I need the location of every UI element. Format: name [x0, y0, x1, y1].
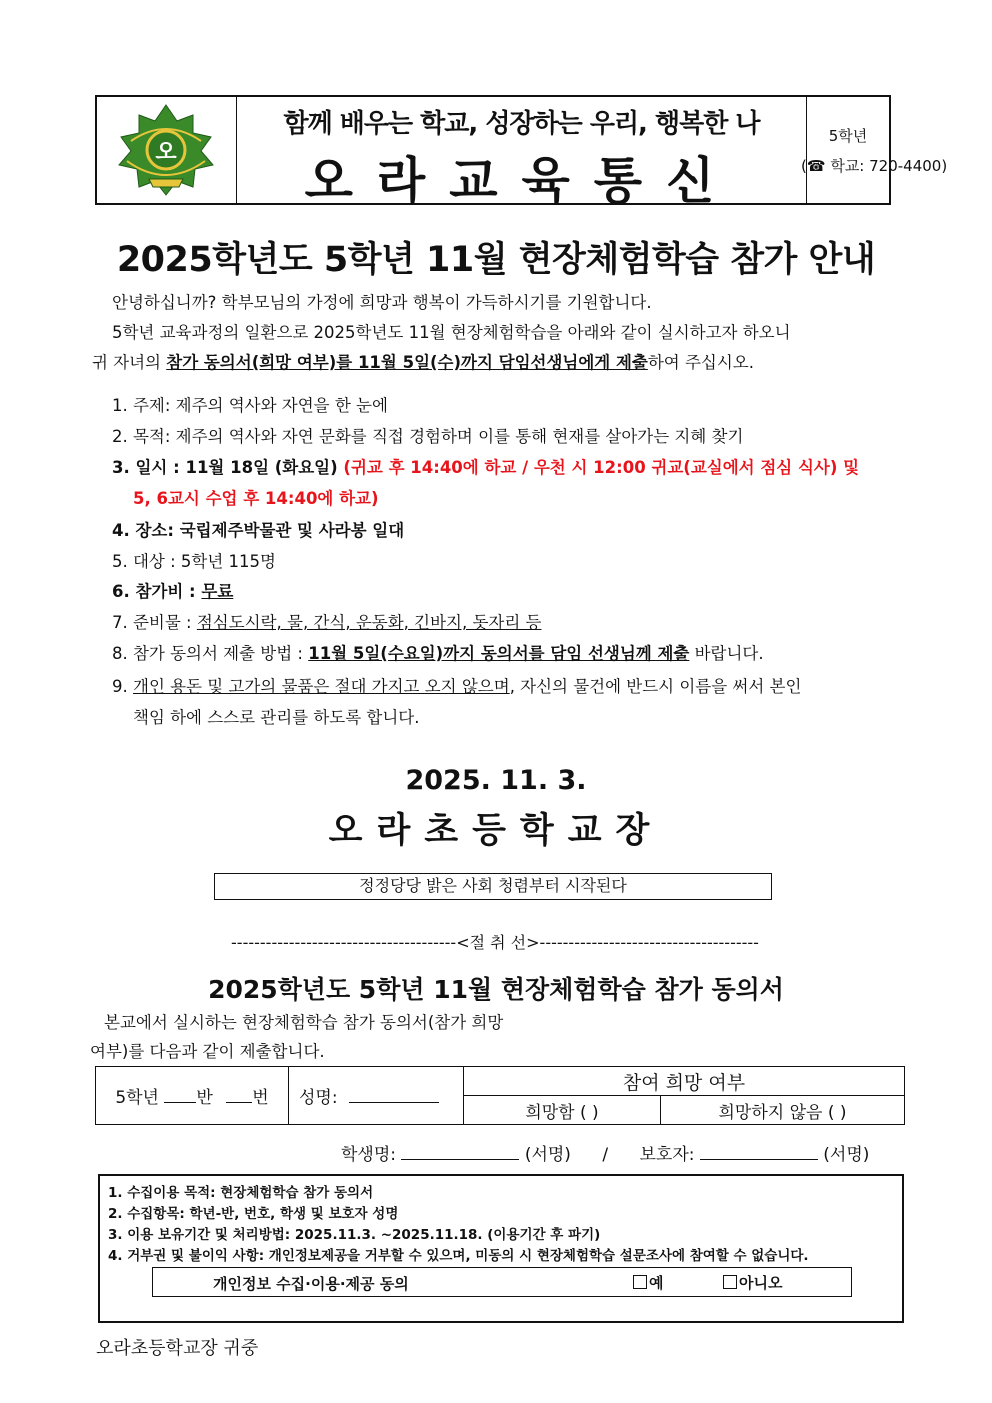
issue-date: 2025. 11. 3.	[405, 765, 587, 796]
privacy-notice	[98, 1174, 904, 1323]
consent-intro-2: 여부)를 다음과 같이 제출합니다.	[90, 1042, 325, 1061]
cut-line: ---------------------------------------<절 취 선>--------------------------------------	[231, 933, 759, 952]
list-item-3: 3. 일시 : 11월 18일 (화요일) (귀교 후 14:40에 하교 / 우천 시 12:00 귀교(교실에서 점심 식사) 및	[112, 458, 860, 477]
checkbox-icon[interactable]	[633, 1275, 647, 1289]
intro-line-2: 5학년 교육과정의 일환으로 2025학년도 11월 현장체험학습을 아래와 같이 실시하고자 하오니	[112, 323, 791, 342]
phone-number: 학교: 720-4400)	[830, 157, 948, 175]
checkbox-icon[interactable]	[723, 1275, 737, 1289]
header-center	[237, 97, 807, 210]
school-slogan: 함께 배우는 학교, 성장하는 우리, 행복한 나	[283, 109, 760, 139]
list-item-3-cont: 5, 6교시 수업 후 14:40에 하교)	[133, 489, 379, 508]
number-blank[interactable]	[226, 1088, 252, 1103]
signature-line: 학생명: (서명) / 보호자: (서명)	[341, 1145, 870, 1165]
privacy-consent-row	[152, 1267, 852, 1297]
grade-label: 5학년	[828, 127, 868, 145]
consent-table	[95, 1066, 905, 1125]
integrity-motto: 정정당당 밝은 사회 청렴부터 시작된다	[214, 873, 772, 900]
phone-line: (☎ 학교: 720-4400)	[801, 157, 948, 175]
privacy-item-4: 4. 거부권 및 불이익 사항: 개인정보제공을 거부할 수 있으며, 미동의 시 현장체험학습 설문조사에 참여할 수 없습니다.	[108, 1248, 809, 1264]
addressee: 오라초등학교장 귀중	[96, 1338, 259, 1359]
principal-signature: 오라초등학교장	[328, 811, 664, 851]
list-item-9-cont: 책임 하에 스스로 관리를 하도록 합니다.	[133, 708, 420, 727]
school-logo	[97, 97, 237, 203]
svg-text:오: 오	[155, 140, 177, 165]
list-item-8: 8. 참가 동의서 제출 방법 : 11월 5일(수요일)까지 동의서를 담임 선생님께 제출 바랍니다.	[112, 644, 764, 663]
participation-header: 참여 희망 여부	[464, 1067, 905, 1096]
guardian-signature-blank[interactable]	[700, 1144, 818, 1160]
list-item-4: 4. 장소: 국립제주박물관 및 사라봉 일대	[112, 521, 405, 540]
list-item-2: 2. 목적: 제주의 역사와 자연 문화를 직접 경험하며 이를 통해 현재를 살아가는 지혜 찾기	[112, 427, 744, 446]
list-item-5: 5. 대상 : 5학년 115명	[112, 552, 276, 571]
student-name-blank[interactable]	[349, 1088, 439, 1103]
intro-line-3: 귀 자녀의 참가 동의서(희망 여부)를 11월 5일(수)까지 담임선생님에게 제출하여 주십시오.	[92, 353, 754, 372]
student-name-cell[interactable]: 성명:	[289, 1067, 464, 1125]
intro-line-1: 안녕하십니까? 학부모님의 가정에 희망과 행복이 가득하시기를 기원합니다.	[112, 293, 652, 312]
class-number-cell[interactable]: 5학년 반 번	[96, 1067, 289, 1125]
consent-no-option[interactable]: 아니오	[723, 1272, 782, 1293]
list-item-7: 7. 준비물 : 점심도시락, 물, 간식, 운동화, 긴바지, 돗자리 등	[112, 613, 542, 632]
list-item-9: 9. 개인 용돈 및 고가의 물품은 절대 가지고 오지 않으며, 자신의 물건에 반드시 이름을 써서 본인	[112, 677, 802, 696]
header-right	[801, 97, 948, 203]
student-signature-blank[interactable]	[401, 1144, 519, 1160]
privacy-consent-label: 개인정보 수집·이용·제공 동의	[213, 1275, 409, 1293]
intro-emphasis: 참가 동의서(희망 여부)를 11월 5일(수)까지 담임선생님에게 제출	[166, 353, 648, 372]
consent-form-title: 2025학년도 5학년 11월 현장체험학습 참가 동의서	[208, 975, 784, 1004]
newsletter-title: 오라교육통신	[304, 152, 739, 210]
list-item-6: 6. 참가비 : 무료	[112, 582, 234, 601]
list-item-1: 1. 주제: 제주의 역사와 자연을 한 눈에	[112, 396, 388, 415]
consent-intro-1: 본교에서 실시하는 현장체험학습 참가 동의서(참가 희망	[104, 1013, 504, 1032]
privacy-item-1: 1. 수집이용 목적: 현장체험학습 참가 동의서	[108, 1185, 374, 1201]
privacy-item-2: 2. 수집항목: 학년-반, 번호, 학생 및 보호자 성명	[108, 1206, 399, 1222]
consent-yes-option[interactable]: 예	[633, 1272, 664, 1293]
newsletter-header	[95, 95, 948, 210]
class-blank[interactable]	[164, 1088, 196, 1103]
option-participate[interactable]: 희망함 ( )	[464, 1096, 661, 1125]
option-not-participate[interactable]: 희망하지 않음 ( )	[661, 1096, 905, 1125]
privacy-item-3: 3. 이용 보유기간 및 처리방법: 2025.11.3. ~2025.11.18. (이용기간 후 파기)	[108, 1227, 601, 1243]
phone-icon: ☎	[806, 157, 826, 175]
page-title: 2025학년도 5학년 11월 현장체험학습 참가 안내	[116, 240, 876, 280]
school-emblem-icon	[97, 97, 235, 203]
